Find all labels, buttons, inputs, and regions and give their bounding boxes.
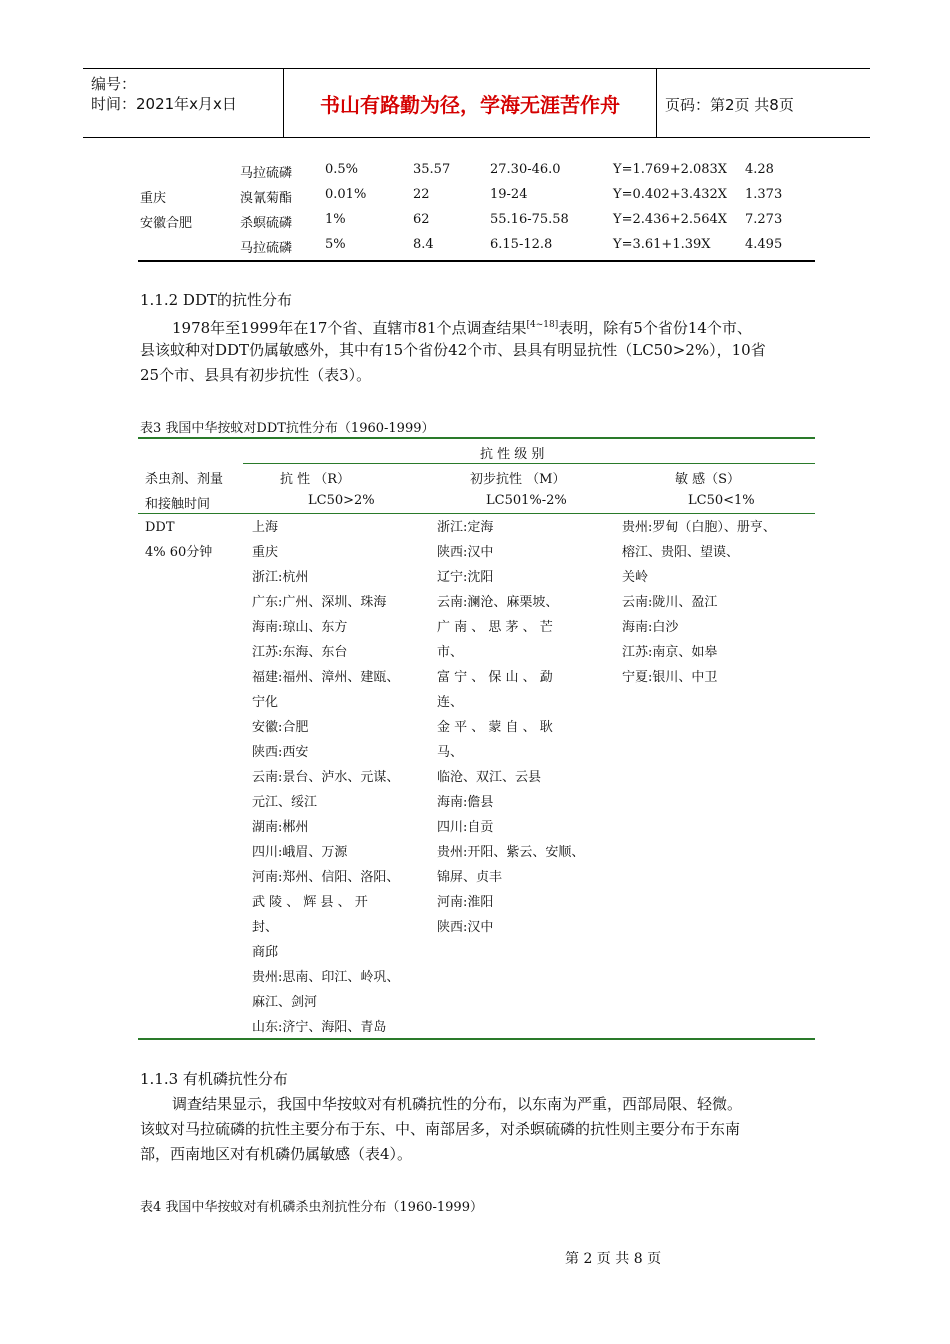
top-table-cell: 6.15-12.8 — [490, 237, 553, 252]
top-table-cell: 安徽合肥 — [140, 216, 193, 231]
table3-row-header-1: 杀虫剂、剂量 — [145, 472, 224, 487]
table3-col-sensitive: 敏 感（S） — [675, 472, 741, 487]
top-table-cell: 35.57 — [413, 162, 451, 177]
top-table-cell: 27.30-46.0 — [490, 162, 561, 177]
table3-list-item: 封、 — [252, 920, 279, 935]
table3-caption: 表3 我国中华按蚊对DDT抗性分布（1960-1999） — [140, 421, 435, 436]
paragraph-ddt-text-b: 表明，除有5个省份14个市、 — [558, 319, 752, 337]
table3-list-item: 宁夏:银川、中卫 — [622, 670, 718, 685]
table3-list-item: 广东:广州、深圳、珠海 — [252, 595, 387, 610]
table3-list-item: 市、 — [437, 645, 464, 660]
section-heading-1-1-3: 1.1.3 有机磷抗性分布 — [140, 1070, 288, 1088]
table3-list-item: 湖南:郴州 — [252, 820, 309, 835]
table3-list-item: 重庆 — [252, 545, 279, 560]
table3-list-item: 连、 — [437, 695, 464, 710]
table3-sensitive-list — [622, 515, 776, 690]
table3-list-item: 广 南 、 思 茅 、 芒 — [437, 620, 553, 635]
top-table-cell: 马拉硫磷 — [240, 166, 293, 181]
table3-group-rule — [243, 463, 815, 464]
table3-list-item: 商邱 — [252, 945, 279, 960]
table3-list-item: 海南:儋县 — [437, 795, 494, 810]
table3-header-rule — [138, 513, 815, 514]
table3-list-item: 麻江、剑河 — [252, 995, 318, 1010]
table3-list-item: 辽宁:沈阳 — [437, 570, 494, 585]
top-table-cell: 0.01% — [325, 187, 367, 202]
table3-list-item: 山东:济宁、海阳、青岛 — [252, 1020, 387, 1035]
table3-list-item: 陕西:汉中 — [437, 545, 494, 560]
table3-list-item: 富 宁 、 保 山 、 勐 — [437, 670, 553, 685]
page-footer: 第 2 页 共 8 页 — [565, 1251, 662, 1267]
header-page-info: 页码：第2页 共8页 — [665, 96, 794, 114]
table3-lc-sensitive: LC50<1% — [688, 493, 755, 508]
table3-list-item: 陕西:汉中 — [437, 920, 494, 935]
top-table-cell: Y=2.436+2.564X — [613, 212, 728, 227]
table3-list-item: 贵州:开阳、紫云、安顺、 — [437, 845, 585, 860]
table3-list-item: 武 陵 、 辉 县 、 开 — [252, 895, 368, 910]
top-table-cell: 0.5% — [325, 162, 359, 177]
top-table-cell: 22 — [413, 187, 430, 202]
top-table-bottom-rule — [138, 260, 815, 262]
table3-list-item: 海南:白沙 — [622, 620, 679, 635]
paragraph-ddt-text-a: 1978年至1999年在17个省、直辖市81个点调查结果 — [172, 319, 527, 337]
table3-list-item: 四川:峨眉、万源 — [252, 845, 348, 860]
top-table-cell: 1.373 — [745, 187, 783, 202]
table3-list-item: 贵州:罗甸（白胞）、册亨、 — [622, 520, 776, 535]
header-meta — [83, 69, 284, 137]
table3-group-header: 抗 性 级 别 — [480, 447, 545, 462]
table3-initial-list — [437, 515, 584, 940]
table3-list-item: 浙江:杭州 — [252, 570, 309, 585]
table3-lc-resistant: LC50>2% — [308, 493, 375, 508]
top-table-cell: 1% — [325, 212, 346, 227]
top-table-cell: 重庆 — [140, 191, 167, 206]
table3-list-item: 云南:澜沧、麻栗坡、 — [437, 595, 559, 610]
citation-superscript: [4~18] — [526, 320, 559, 330]
paragraph-op-line-1: 调查结果显示，我国中华按蚊对有机磷抗性的分布，以东南为严重，西部局限、轻微。 — [172, 1095, 743, 1113]
top-table-cell: 5% — [325, 237, 346, 252]
table3-list-item: 关岭 — [622, 570, 649, 585]
paragraph-op-line-2: 该蚊对马拉硫磷的抗性主要分布于东、中、南部居多，对杀螟硫磷的抗性则主要分布于东南 — [140, 1120, 741, 1138]
top-table-cell: Y=1.769+2.083X — [613, 162, 728, 177]
document-number-label: 编号： — [91, 75, 137, 93]
page-header — [83, 68, 870, 138]
table3-lc-initial: LC501%-2% — [486, 493, 567, 508]
table3-list-item: 陕西:西安 — [252, 745, 309, 760]
table3-list-item: 锦屏、贞丰 — [437, 870, 503, 885]
top-table-cell: Y=3.61+1.39X — [613, 237, 711, 252]
table4-caption: 表4 我国中华按蚊对有机磷杀虫剂抗性分布（1960-1999） — [140, 1200, 483, 1215]
table3-insecticide-name: DDT — [145, 520, 175, 535]
table3-list-item: 海南:琼山、东方 — [252, 620, 348, 635]
top-table-cell: 7.273 — [745, 212, 783, 227]
table3-col-initial: 初步抗性 （M） — [470, 472, 566, 487]
table3-list-item: 元江、绥江 — [252, 795, 318, 810]
table3-list-item: 金 平 、 蒙 自 、 耿 — [437, 720, 553, 735]
table3-list-item: 福建:福州、漳州、建瓯、 — [252, 670, 400, 685]
top-table-cell: 55.16-75.58 — [490, 212, 569, 227]
paragraph-op-line-3: 部，西南地区对有机磷仍属敏感（表4）。 — [140, 1145, 413, 1163]
table3-list-item: 浙江:定海 — [437, 520, 494, 535]
table3-list-item: 四川:自贡 — [437, 820, 494, 835]
document-date: 时间：2021年x月x日 — [91, 95, 237, 113]
table3-list-item: 上海 — [252, 520, 279, 535]
top-table-cell: 溴氰菊酯 — [240, 191, 293, 206]
table3-top-rule — [138, 437, 815, 439]
table3-list-item: 云南:陇川、盈江 — [622, 595, 718, 610]
table3-list-item: 江苏:南京、如皋 — [622, 645, 718, 660]
table3-list-item: 马、 — [437, 745, 464, 760]
paragraph-ddt-line-2: 县该蚊种对DDT仍属敏感外，其中有15个省份42个市、县具有明显抗性（LC50>2%），10省 — [140, 341, 766, 359]
table3-col-resistant: 抗 性 （R） — [280, 472, 351, 487]
table3-insecticide-cell — [145, 515, 212, 565]
top-table-cell: 杀螟硫磷 — [240, 216, 293, 231]
table3-list-item: 临沧、双江、云县 — [437, 770, 542, 785]
table3-list-item: 榕江、贵阳、望谟、 — [622, 545, 740, 560]
top-table-cell: 马拉硫磷 — [240, 241, 293, 256]
top-table-cell: 8.4 — [413, 237, 434, 252]
paragraph-ddt-line-3: 25个市、县具有初步抗性（表3）。 — [140, 366, 372, 384]
top-table-cell: 4.495 — [745, 237, 783, 252]
table3-list-item: 河南:郑州、信阳、洛阳、 — [252, 870, 400, 885]
table3-list-item: 云南:景台、泸水、元谋、 — [252, 770, 400, 785]
paragraph-ddt-line-1 — [172, 313, 752, 341]
table3-bottom-rule — [138, 1038, 815, 1040]
table3-list-item: 江苏:东海、东台 — [252, 645, 348, 660]
top-table-cell: 19-24 — [490, 187, 528, 202]
table3-insecticide-dose: 4% 60分钟 — [145, 545, 213, 560]
table3-list-item: 贵州:思南、印江、岭巩、 — [252, 970, 400, 985]
table3-resistant-list — [252, 515, 399, 1040]
table3-list-item: 宁化 — [252, 695, 279, 710]
top-table-cell: 62 — [413, 212, 430, 227]
table3-list-item: 河南:淮阳 — [437, 895, 494, 910]
table3-list-item: 安徽:合肥 — [252, 720, 309, 735]
top-table-cell: Y=0.402+3.432X — [613, 187, 728, 202]
header-motto: 书山有路勤为径，学海无涯苦作舟 — [284, 69, 657, 137]
top-table-cell: 4.28 — [745, 162, 774, 177]
section-heading-1-1-2: 1.1.2 DDT的抗性分布 — [140, 291, 292, 309]
table3-row-header-2: 和接触时间 — [145, 497, 211, 512]
